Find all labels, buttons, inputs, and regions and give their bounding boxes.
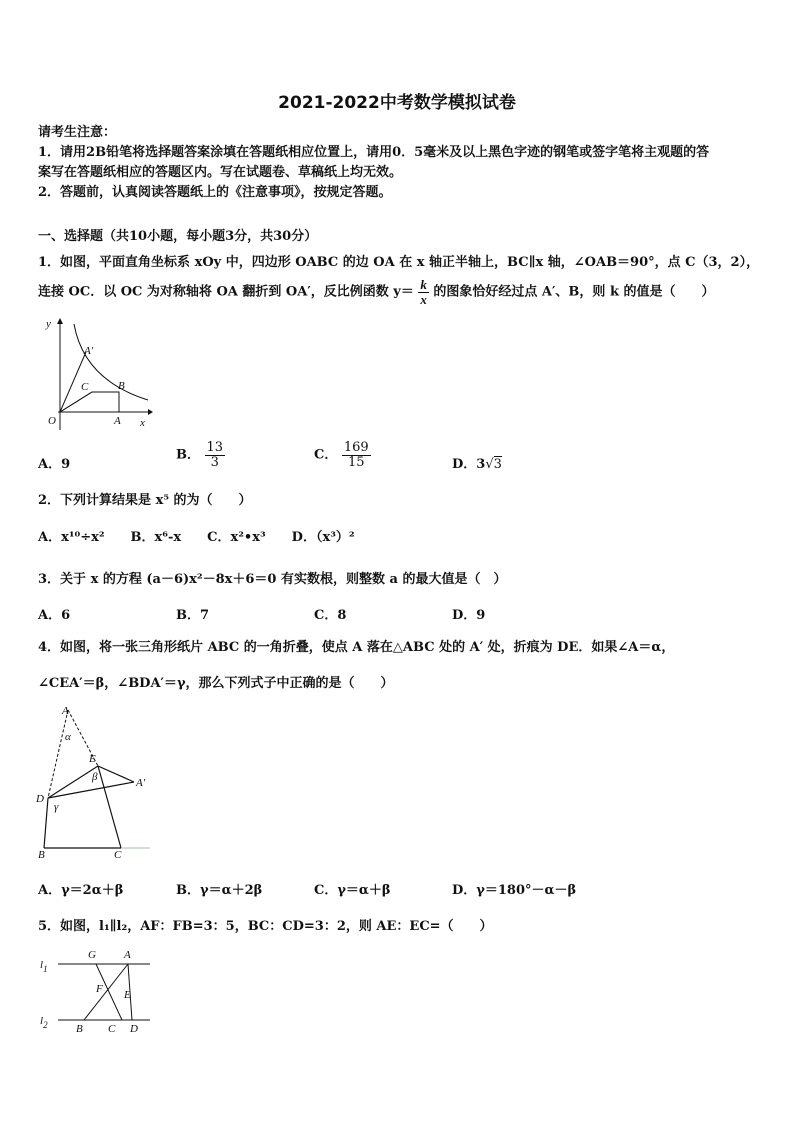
fraction-numerator: 169 <box>343 440 369 455</box>
label-C: C <box>81 381 89 393</box>
label-x: x <box>140 417 145 429</box>
label-C: C <box>108 1023 116 1035</box>
q1-stem-line2 <box>38 278 714 306</box>
notice-heading: 请考生注意： <box>38 125 117 140</box>
q3-option-d: D．9 <box>452 608 486 623</box>
segment-db <box>44 798 48 848</box>
q3-option-b: B．7 <box>176 608 210 623</box>
label-G: G <box>88 949 96 961</box>
notice-line-2: 案写在答题纸相应的答题区内。写在试题卷、草稿纸上均无效。 <box>38 165 403 180</box>
label-A: A <box>114 415 121 427</box>
q1-figure-coordinate-graph <box>36 312 156 432</box>
label-E: E <box>89 753 96 765</box>
l2-letter: l <box>40 1015 44 1027</box>
q1-option-c <box>314 441 371 469</box>
quadrilateral-oabc <box>60 392 119 412</box>
q4-option-a: A．γ＝2α＋β <box>38 883 124 898</box>
option-c-fraction <box>342 441 371 469</box>
page-title: 2021-2022中考数学模拟试卷 <box>278 93 516 113</box>
q1-option-a: A．9 <box>38 457 71 472</box>
label-y: y <box>46 318 51 330</box>
label-A-prime: A′ <box>84 345 94 357</box>
q4-stem-line1: 4．如图，将一张三角形纸片 ABC 的一角折叠，使点 A 落在△ABC 处的 A′ 处，折痕为 DE．如果∠A＝α， <box>38 640 675 655</box>
label-A-prime: A′ <box>136 777 146 789</box>
y-axis-arrow <box>57 318 63 324</box>
label-F: F <box>96 983 103 995</box>
label-B: B <box>76 1023 83 1035</box>
fraction-numerator: k <box>420 277 427 292</box>
q1-option-d <box>452 453 502 472</box>
q5-stem: 5．如图，l₁∥l₂，AF：FB=3：5，BC：CD=3：2，则 AE：EC=（ ） <box>38 919 493 934</box>
q3-option-c: C．8 <box>314 608 347 623</box>
segment-ea-prime <box>98 766 134 782</box>
option-d-label: D．3 <box>452 457 486 472</box>
q2-options: A．x¹⁰÷x² B．x⁶-x C．x²•x³ D．（x³）² <box>38 530 355 545</box>
label-E: E <box>124 989 131 1001</box>
fraction-denominator: 3 <box>210 454 219 470</box>
l1-letter: l <box>40 959 44 971</box>
q3-stem: 3．关于 x 的方程 (a－6)x²－8x＋6＝0 有实数根，则整数 a 的最大值是（ ） <box>38 572 507 587</box>
option-b-fraction <box>205 441 226 469</box>
q4-option-d: D．γ＝180°－α－β <box>452 883 577 898</box>
q1-stem-part-a: 连接 OC．以 OC 为对称轴将 OA 翻折到 OA′，反比例函数 y＝ <box>38 284 414 300</box>
q4-stem-line2: ∠CEA′＝β，∠BDA′＝γ，那么下列式子中正确的是（ ） <box>38 676 394 691</box>
option-d-radicand: 3 <box>493 457 502 472</box>
label-gamma: γ <box>54 801 59 813</box>
notice-line-3: 2．答题前，认真阅读答题纸上的《注意事项》，按规定答题。 <box>38 185 392 200</box>
q4-option-b: B．γ＝α＋2β <box>176 883 263 898</box>
sqrt-icon: √ <box>485 457 494 472</box>
q4-figure-folded-triangle <box>34 702 154 866</box>
label-D: D <box>130 1023 138 1035</box>
label-l2 <box>40 1015 48 1030</box>
dashed-segment-ad <box>48 710 68 798</box>
q3-option-a: A．6 <box>38 608 71 623</box>
q5-figure-parallel-lines <box>36 944 156 1036</box>
label-O: O <box>48 415 56 427</box>
label-l1 <box>40 959 48 974</box>
q4-option-c: C．γ＝α＋β <box>314 883 391 898</box>
l1-subscript: 1 <box>43 964 48 974</box>
label-beta: β <box>92 771 98 783</box>
segment-ce <box>98 766 121 848</box>
q1-stem-line1: 1．如图，平面直角坐标系 xOy 中，四边形 OABC 的边 OA 在 x 轴正半轴上，BC∥x 轴，∠OAB＝90°，点 C（3，2）， <box>38 255 760 270</box>
section-heading: 一、选择题（共10小题，每小题3分，共30分） <box>38 229 318 244</box>
label-B: B <box>38 849 45 861</box>
option-c-label: C． <box>314 447 338 463</box>
q1-stem-part-b: 的图象恰好经过点 A′、B，则 k 的值是（ ） <box>433 284 715 300</box>
notice-line-1: 1．请用2B铅笔将选择题答案涂填在答题纸相应位置上，请用0．5毫米及以上黑色字迹的钢笔或签字笔将主观题的答 <box>38 145 710 160</box>
fraction-numerator: 13 <box>206 440 224 455</box>
q1-option-b <box>176 441 225 469</box>
fraction-denominator: x <box>420 291 427 307</box>
fraction-denominator: 15 <box>348 454 365 470</box>
q1-fraction-k-over-x <box>418 278 429 306</box>
label-C: C <box>114 849 122 861</box>
label-A: A <box>62 705 69 717</box>
segment-ab <box>84 964 128 1020</box>
label-alpha: α <box>65 731 71 743</box>
label-B: B <box>118 380 125 392</box>
label-A: A <box>124 949 131 961</box>
q2-stem: 2．下列计算结果是 x⁵ 的为（ ） <box>38 493 252 508</box>
x-axis-arrow <box>148 409 153 415</box>
l2-subscript: 2 <box>43 1020 48 1030</box>
option-b-label: B． <box>176 447 200 463</box>
label-D: D <box>36 793 44 805</box>
